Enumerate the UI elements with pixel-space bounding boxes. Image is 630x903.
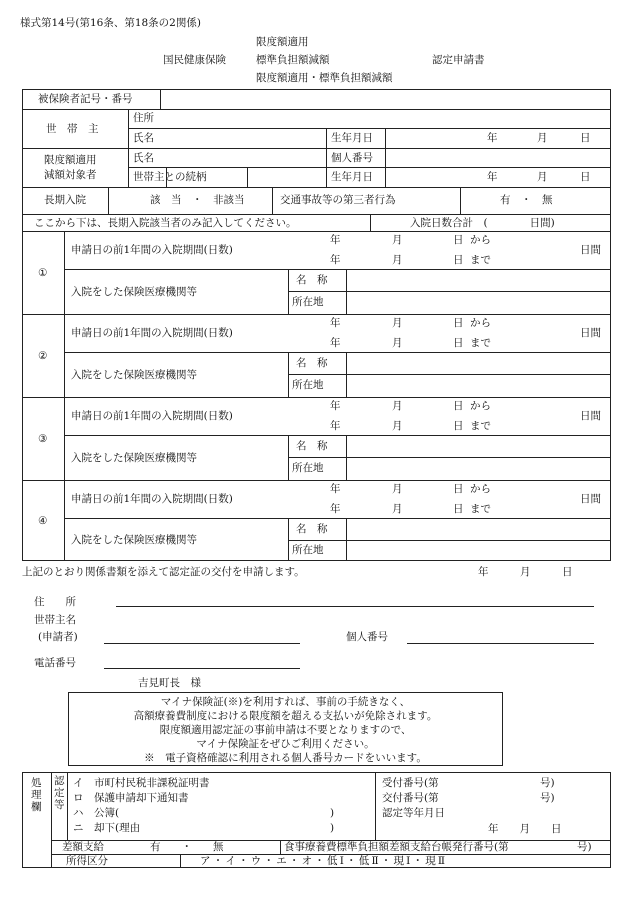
to-day-1: 日 bbox=[453, 254, 464, 266]
from-month-3: 月 bbox=[392, 400, 403, 412]
cert-date-label: 認定等年月日 bbox=[382, 807, 445, 819]
notice-line-3: 限度額適用認定証の事前申請は不要となりますので、 bbox=[159, 724, 412, 736]
from-label-4: から bbox=[470, 483, 491, 495]
subject-label-line2: 減額対象者 bbox=[44, 169, 97, 181]
processing-label-2: 理 bbox=[31, 789, 42, 801]
notice-line-5: ※ 電子資格確認に利用される個人番号カードをいいます。 bbox=[144, 752, 427, 764]
to-day-4: 日 bbox=[453, 503, 464, 515]
applicant-personal-number-label: 個人番号 bbox=[346, 631, 388, 643]
cert-label-3: 等 bbox=[54, 799, 65, 811]
from-year-4: 年 bbox=[330, 483, 341, 495]
receipt-number-label: 受付番号(第 bbox=[382, 777, 439, 789]
receipt-number-suffix: 号) bbox=[540, 777, 555, 789]
householder-name-label-app: 世帯主名 bbox=[34, 614, 76, 626]
processing-item-i: イ 市町村民税非課税証明書 bbox=[73, 777, 210, 789]
subject-birth-month: 月 bbox=[537, 171, 548, 183]
days-total-label: 入院日数合計 ( 日間) bbox=[410, 217, 555, 229]
main-table bbox=[22, 89, 611, 561]
section-number-4: ④ bbox=[38, 515, 48, 527]
householder-label: 世 帯 主 bbox=[46, 123, 99, 135]
inst-name-label-2: 名 称 bbox=[296, 357, 328, 369]
days-label-2: 日間 bbox=[580, 327, 601, 339]
subject-label-line1: 限度額適用 bbox=[44, 154, 97, 166]
processing-item-ha-close: ) bbox=[330, 807, 335, 819]
long-term-notice: ここから下は、長期入院該当者のみ記入してください。 bbox=[34, 217, 297, 229]
to-label-4: まで bbox=[470, 503, 491, 515]
from-label-3: から bbox=[470, 400, 491, 412]
subject-birth-year: 年 bbox=[487, 171, 498, 183]
to-year-4: 年 bbox=[330, 503, 341, 515]
to-day-2: 日 bbox=[453, 337, 464, 349]
days-label-1: 日間 bbox=[580, 244, 601, 256]
subject-name-label: 氏名 bbox=[133, 152, 154, 164]
title-option-both: 限度額適用・標準負担額減額 bbox=[256, 72, 393, 84]
long-term-label: 長期入院 bbox=[44, 194, 86, 206]
relationship-label: 世帯主との続柄 bbox=[133, 171, 207, 183]
householder-birth-year: 年 bbox=[487, 132, 498, 144]
institution-label-3: 入院をした保険医療機関等 bbox=[71, 452, 197, 464]
from-label-2: から bbox=[470, 317, 491, 329]
period-label-2: 申請日の前1年間の入院期間(日数) bbox=[71, 327, 233, 339]
notice-line-4: マイナ保険証をぜひご利用ください。 bbox=[196, 738, 375, 750]
from-day-2: 日 bbox=[453, 317, 464, 329]
from-month-4: 月 bbox=[392, 483, 403, 495]
days-label-3: 日間 bbox=[580, 410, 601, 422]
meal-cost-suffix: 号) bbox=[577, 841, 592, 853]
period-label-1: 申請日の前1年間の入院期間(日数) bbox=[71, 244, 233, 256]
applicant-address-line[interactable] bbox=[116, 606, 594, 607]
from-month-2: 月 bbox=[392, 317, 403, 329]
title-option-limit: 限度額適用 bbox=[256, 36, 309, 48]
to-label-1: まで bbox=[470, 254, 491, 266]
from-day-4: 日 bbox=[453, 483, 464, 495]
from-year-3: 年 bbox=[330, 400, 341, 412]
title-option-reduction: 標準負担額減額 bbox=[256, 54, 330, 66]
issue-number-label: 交付番号(第 bbox=[382, 792, 439, 804]
my-number-insurance-notice bbox=[68, 692, 503, 766]
cert-date-value: 年 月 日 bbox=[488, 823, 562, 835]
to-year-2: 年 bbox=[330, 337, 341, 349]
processing-item-ni: ニ 却下(理由 bbox=[73, 822, 141, 834]
form-number: 様式第14号(第16条、第18条の2関係) bbox=[20, 17, 201, 29]
inst-name-label-1: 名 称 bbox=[296, 274, 328, 286]
section-number-1: ① bbox=[38, 267, 48, 279]
inst-location-label-4: 所在地 bbox=[292, 544, 324, 556]
institution-label-1: 入院をした保険医療機関等 bbox=[71, 286, 197, 298]
institution-label-2: 入院をした保険医療機関等 bbox=[71, 369, 197, 381]
from-day-1: 日 bbox=[453, 234, 464, 246]
title-suffix: 認定申請書 bbox=[432, 54, 485, 66]
from-year-2: 年 bbox=[330, 317, 341, 329]
notice-line-2: 高額療養費制度における限度額を超える支払いが免除されます。 bbox=[133, 710, 438, 722]
application-date: 年 月 日 bbox=[478, 566, 573, 578]
applicant-address-label: 住 所 bbox=[34, 596, 76, 608]
diff-payment-label: 差額支給 bbox=[62, 841, 104, 853]
income-class-options: ア・イ・ウ・エ・オ・低Ⅰ・低Ⅱ・現Ⅰ・現Ⅱ bbox=[200, 855, 448, 867]
diff-payment-options: 有 ・ 無 bbox=[150, 841, 224, 853]
householder-birth-month: 月 bbox=[537, 132, 548, 144]
subject-birthdate-label: 生年月日 bbox=[331, 171, 373, 183]
phone-label: 電話番号 bbox=[34, 657, 76, 669]
processing-item-ni-close: ) bbox=[330, 822, 335, 834]
processing-item-ro: ロ 保護申請却下通知書 bbox=[73, 792, 189, 804]
phone-line[interactable] bbox=[104, 668, 300, 669]
inst-name-label-3: 名 称 bbox=[296, 440, 328, 452]
inst-location-label-1: 所在地 bbox=[292, 296, 324, 308]
days-label-4: 日間 bbox=[580, 493, 601, 505]
period-label-4: 申請日の前1年間の入院期間(日数) bbox=[71, 493, 233, 505]
householder-birthdate-label: 生年月日 bbox=[331, 132, 373, 144]
from-month-1: 月 bbox=[392, 234, 403, 246]
meal-cost-label: 食事療養費標準負担額差額支給台帳発行番号(第 bbox=[284, 841, 509, 853]
to-month-2: 月 bbox=[392, 337, 403, 349]
application-statement: 上記のとおり関係書類を添えて認定証の交付を申請します。 bbox=[22, 566, 305, 578]
householder-address-label: 住所 bbox=[133, 112, 154, 124]
householder-birth-day: 日 bbox=[580, 132, 591, 144]
notice-line-1: マイナ保険証(※)を利用すれば、事前の手続きなく、 bbox=[160, 696, 411, 708]
income-class-label: 所得区分 bbox=[66, 855, 108, 867]
from-day-3: 日 bbox=[453, 400, 464, 412]
processing-label-1: 処 bbox=[31, 777, 42, 789]
applicant-label: (申請者) bbox=[38, 631, 78, 643]
inst-name-label-4: 名 称 bbox=[296, 523, 328, 535]
to-day-3: 日 bbox=[453, 420, 464, 432]
processing-label-3: 欄 bbox=[31, 801, 42, 813]
institution-label-4: 入院をした保険医療機関等 bbox=[71, 534, 197, 546]
period-label-3: 申請日の前1年間の入院期間(日数) bbox=[71, 410, 233, 422]
householder-name-label: 氏名 bbox=[133, 132, 154, 144]
mayor-addressee: 吉見町長 様 bbox=[138, 677, 201, 689]
cert-label-2: 定 bbox=[54, 787, 65, 799]
subject-birth-day: 日 bbox=[580, 171, 591, 183]
inst-location-label-2: 所在地 bbox=[292, 379, 324, 391]
section-number-2: ② bbox=[38, 350, 48, 362]
title-insurance: 国民健康保険 bbox=[163, 54, 226, 66]
subject-personal-number-label: 個人番号 bbox=[331, 152, 373, 164]
from-label-1: から bbox=[470, 234, 491, 246]
long-term-options: 該 当 ・ 非該当 bbox=[150, 194, 245, 206]
to-label-3: まで bbox=[470, 420, 491, 432]
householder-name-line[interactable] bbox=[104, 643, 300, 644]
personal-number-line[interactable] bbox=[407, 643, 594, 644]
insured-number-label: 被保険者記号・番号 bbox=[38, 93, 133, 105]
to-month-1: 月 bbox=[392, 254, 403, 266]
section-number-3: ③ bbox=[38, 433, 48, 445]
processing-item-ha: ハ 公簿( bbox=[73, 807, 120, 819]
cert-label-1: 認 bbox=[54, 775, 65, 787]
to-year-1: 年 bbox=[330, 254, 341, 266]
from-year-1: 年 bbox=[330, 234, 341, 246]
inst-location-label-3: 所在地 bbox=[292, 462, 324, 474]
to-label-2: まで bbox=[470, 337, 491, 349]
to-year-3: 年 bbox=[330, 420, 341, 432]
to-month-3: 月 bbox=[392, 420, 403, 432]
issue-number-suffix: 号) bbox=[540, 792, 555, 804]
to-month-4: 月 bbox=[392, 503, 403, 515]
traffic-accident-options: 有 ・ 無 bbox=[500, 194, 553, 206]
traffic-accident-label: 交通事故等の第三者行為 bbox=[280, 194, 396, 206]
